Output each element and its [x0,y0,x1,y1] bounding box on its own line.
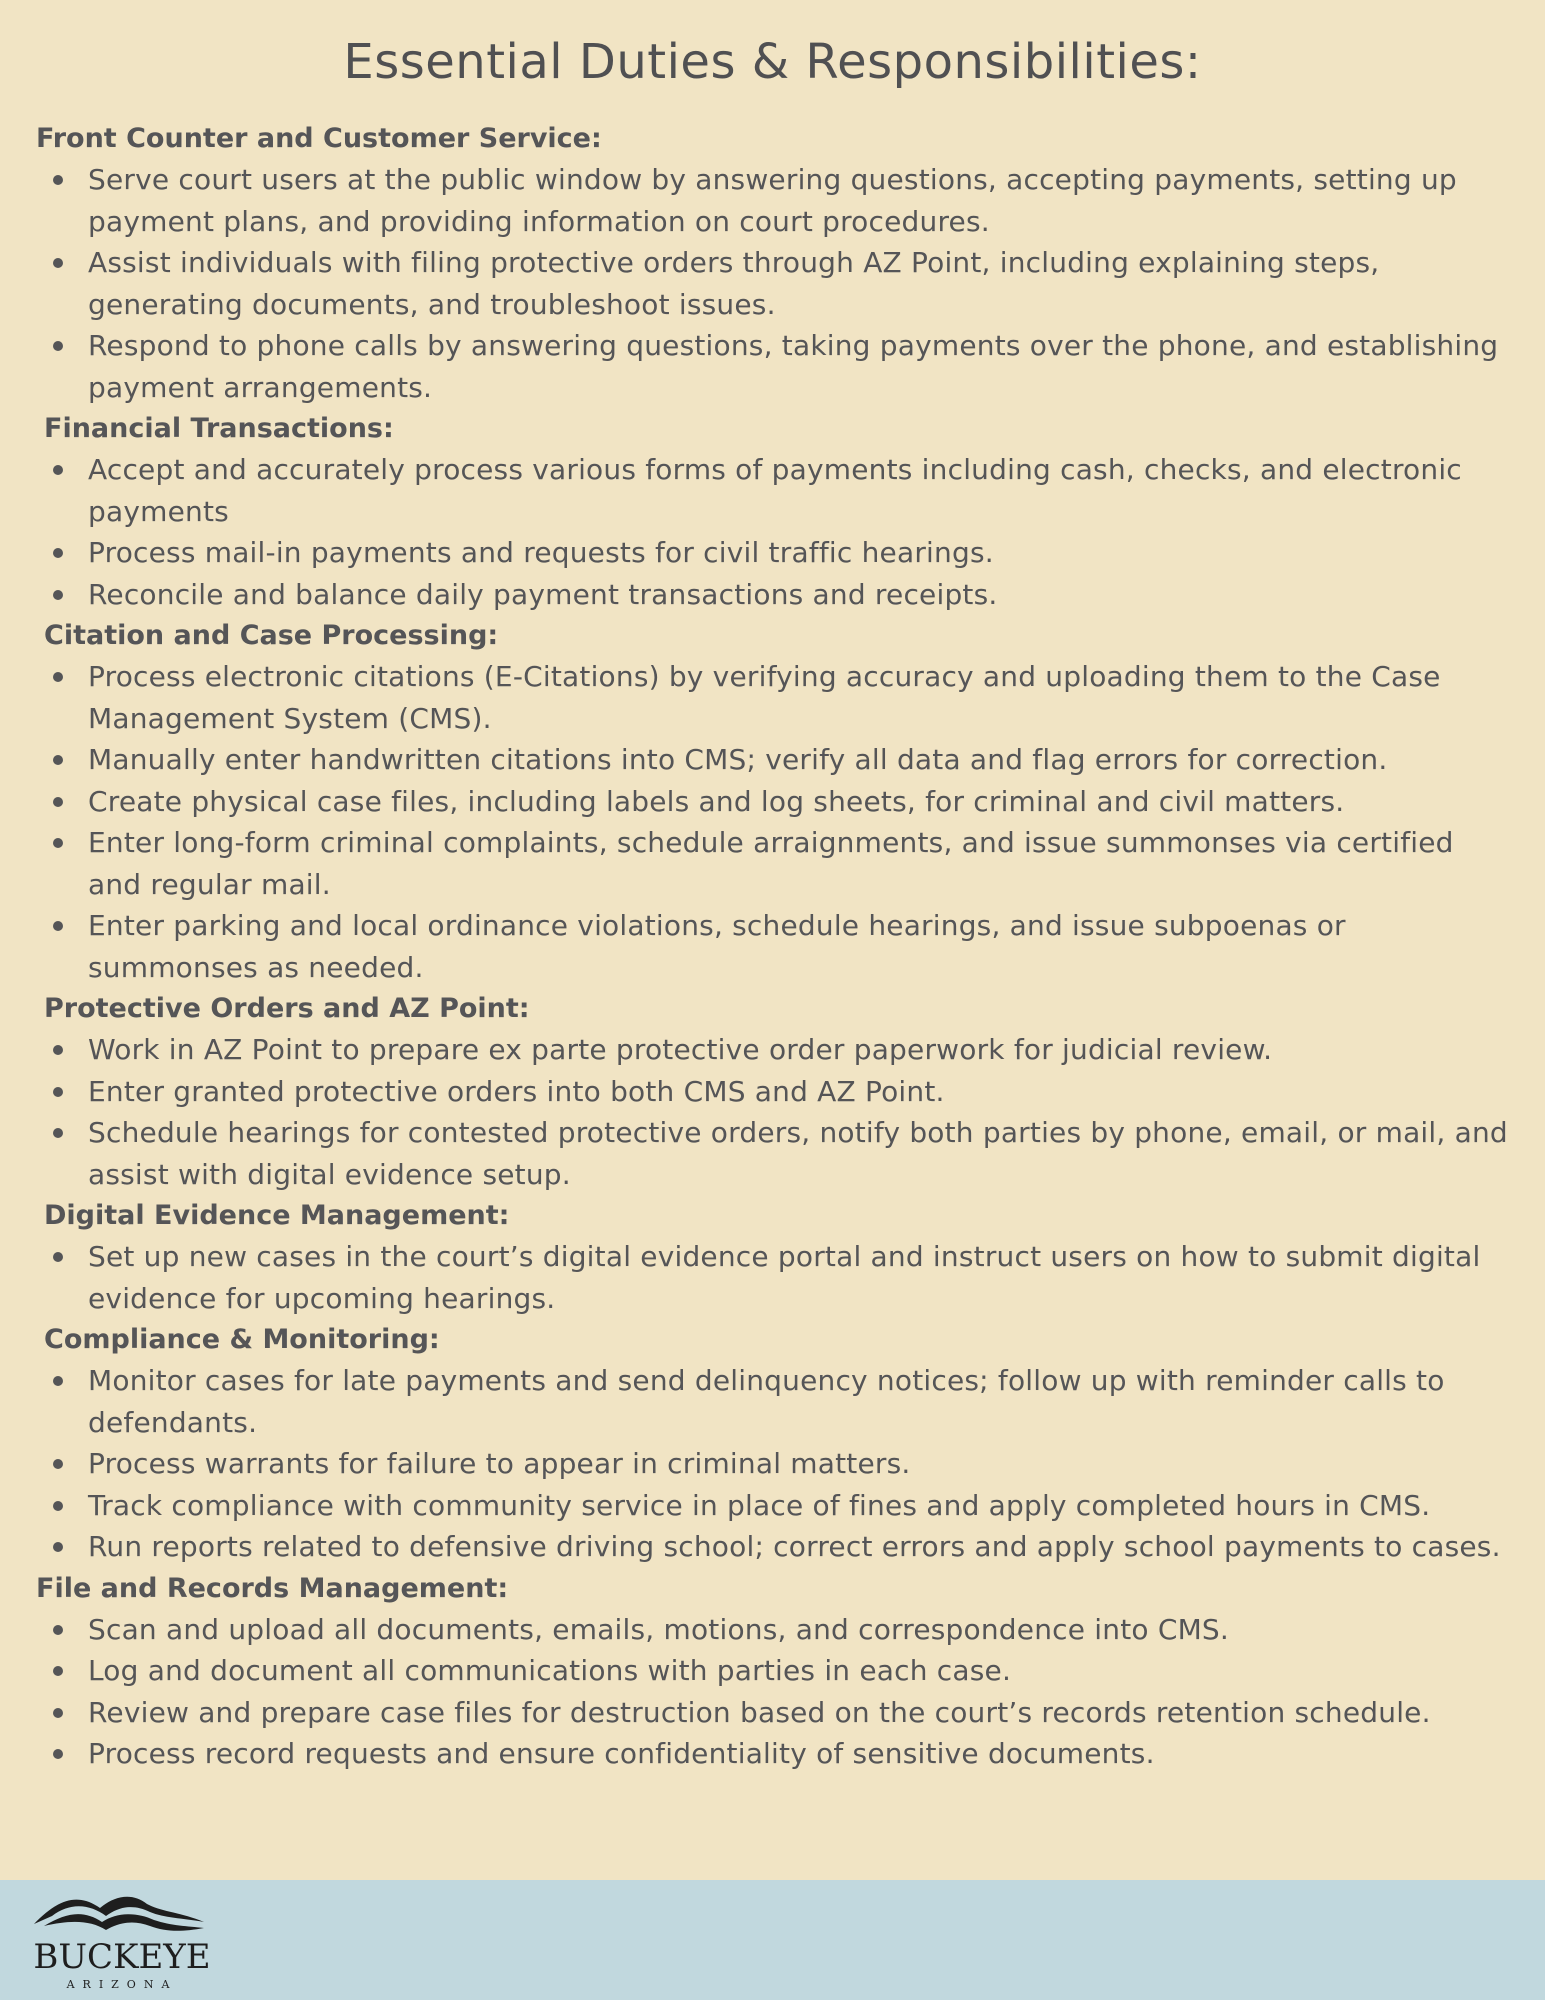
logo-subtitle: ARIZONA [66,1978,178,1991]
duty-item: Process mail-in payments and requests for civil traffic hearings. [36,532,1516,574]
duty-item: Reconcile and balance daily payment transactions and receipts. [36,574,1516,616]
duty-list [36,1360,1516,1568]
duty-item: Review and prepare case files for destruction based on the court’s records retention schedule. [36,1692,1516,1734]
duty-item: Set up new cases in the court’s digital evidence portal and instruct users on how to submit digital evidence for upcoming hearings. [36,1236,1516,1319]
section-heading: Compliance & Monitoring: [44,1324,440,1355]
section-digital-evidence [36,1195,1516,1319]
duty-item: Process warrants for failure to appear in criminal matters. [36,1443,1516,1485]
duty-list [36,1609,1516,1775]
duty-item: Assist individuals with filing protective orders through AZ Point, including explaining steps, generating documents, and troubleshoot issues. [36,242,1516,325]
duty-list [36,1029,1516,1195]
duty-list [36,449,1516,615]
section-heading: Front Counter and Customer Service: [36,123,602,154]
buckeye-logo [22,1882,222,1994]
duty-item: Schedule hearings for contested protective orders, notify both parties by phone, email, or mail, and assist with digital evidence setup. [36,1112,1516,1195]
duty-item: Manually enter handwritten citations into CMS; verify all data and flag errors for correction. [36,739,1516,781]
duty-item: Enter granted protective orders into both CMS and AZ Point. [36,1071,1516,1113]
section-citation-processing [36,615,1516,988]
duty-item: Monitor cases for late payments and send delinquency notices; follow up with reminder calls to defendants. [36,1360,1516,1443]
logo-name: BUCKEYE [33,1937,211,1977]
duty-item: Track compliance with community service in place of fines and apply completed hours in CMS. [36,1485,1516,1527]
duty-item: Enter parking and local ordinance violations, schedule hearings, and issue subpoenas or summonses as needed. [36,905,1516,988]
section-heading: Protective Orders and AZ Point: [44,993,530,1024]
section-financial-transactions [36,408,1516,615]
footer-band [0,1880,1545,2000]
section-records-management [36,1568,1516,1775]
section-heading: Digital Evidence Management: [44,1200,510,1231]
duty-list [36,1236,1516,1319]
duties-sections [36,118,1516,1775]
duty-item: Scan and upload all documents, emails, motions, and correspondence into CMS. [36,1609,1516,1651]
duty-item: Process electronic citations (E-Citations) by verifying accuracy and uploading them to the Case Management System (CMS). [36,656,1516,739]
section-front-counter [36,118,1516,408]
section-protective-orders [36,988,1516,1195]
duty-item: Work in AZ Point to prepare ex parte protective order paperwork for judicial review. [36,1029,1516,1071]
duty-list [36,159,1516,408]
section-compliance-monitoring [36,1319,1516,1568]
duty-item: Run reports related to defensive driving school; correct errors and apply school payments to cases. [36,1526,1516,1568]
page-title: Essential Duties & Responsibilities: [343,34,1202,90]
duty-item: Respond to phone calls by answering questions, taking payments over the phone, and establishing payment arrangements. [36,325,1516,408]
section-heading: File and Records Management: [36,1572,509,1604]
duty-item: Log and document all communications with parties in each case. [36,1650,1516,1692]
duty-item: Serve court users at the public window by answering questions, accepting payments, setting up payment plans, and providing information on court procedures. [36,159,1516,242]
duty-item: Create physical case files, including labels and log sheets, for criminal and civil matters. [36,781,1516,823]
duty-item: Enter long-form criminal complaints, schedule arraignments, and issue summonses via certified and regular mail. [36,822,1516,905]
duty-list [36,656,1516,988]
section-heading: Financial Transactions: [44,413,394,444]
section-heading: Citation and Case Processing: [44,620,499,651]
duty-item: Accept and accurately process various forms of payments including cash, checks, and electronic payments [36,449,1516,532]
duty-item: Process record requests and ensure confidentiality of sensitive documents. [36,1733,1516,1775]
